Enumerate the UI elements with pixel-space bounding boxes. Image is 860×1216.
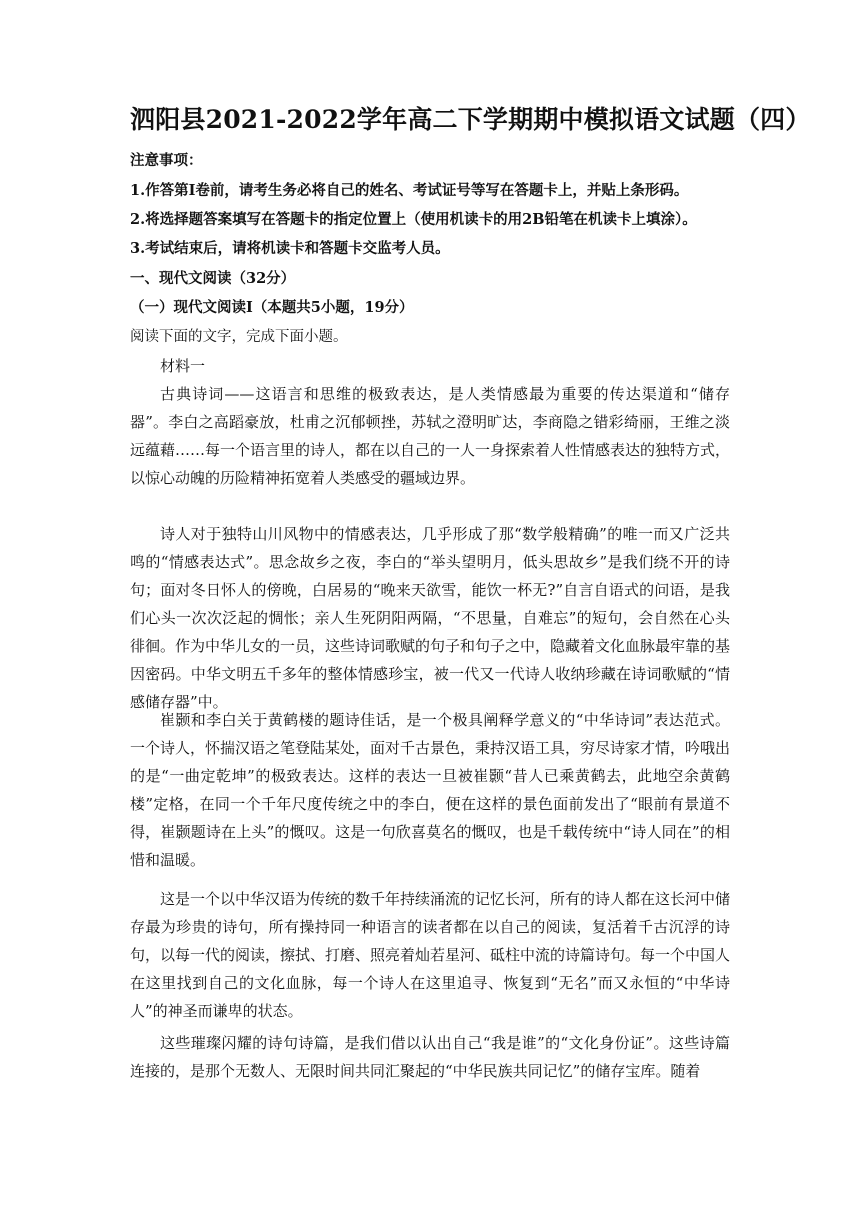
reading-instruction: 阅读下面的文字，完成下面小题。 (130, 329, 348, 345)
notice-item-3: 3.考试结束后，请将机读卡和答题卡交监考人员。 (130, 240, 450, 257)
notice-item-2: 2.将选择题答案填写在答题卡的指定位置上（使用机读卡的用2B铅笔在机读卡上填涂）。 (130, 211, 697, 228)
material-label: 材料一 (160, 357, 206, 375)
section-heading: 一、现代文阅读（32分） (130, 270, 296, 287)
notice-item-1: 1.作答第Ⅰ卷前，请考生务必将自己的姓名、考试证号等写在答题卡上，并贴上条形码。 (130, 182, 689, 199)
paragraph-2: 诗人对于独特山川风物中的情感表达，几乎形成了那“数学般精确”的唯一而又广泛共鸣的“情感表达式”。思念故乡之夜，李白的“举头望明月，低头思故乡”是我们绕不开的诗句；面对冬日怀人的傍晚，白居易的“晚来天欲雪，能饮一杯无?”自言自语式的问语，是我们心头一次次泛起的惆怅；亲人生死阴阳两隔，“不思量，自难忘”的短句，会自然在心头徘徊。作为中华儿女的一员，这些诗词歌赋的句子和句子之中，隐藏着文化血脉最牢靠的基因密码。中华文明五千多年的整体情感珍宝，被一代又一代诗人收纳珍藏在诗词歌赋的“情感储存器”中。 (130, 525, 731, 711)
paragraph-1: 古典诗词——这语言和思维的极致表达，是人类情感最为重要的传达渠道和“储存器”。李白之高蹈豪放，杜甫之沉郁顿挫，苏轼之澄明旷达，李商隐之错彩绮丽，王维之淡远蕴藉……每一个语言里的诗人，都在以自己的一人一身探索着人性情感表达的独特方式，以惊心动魄的历险精神拓宽着人类感受的疆域边界。 (130, 385, 731, 487)
notice-heading: 注意事项： (130, 152, 203, 169)
paragraph-3: 崔颢和李白关于黄鹤楼的题诗佳话，是一个极具阐释学意义的“中华诗词”表达范式。一个诗人，怀揣汉语之笔登陆某处，面对千古景色，秉持汉语工具，穷尽诗家才情，吟哦出的是“一曲定乾坤”的极致表达。这样的表达一旦被崔颢“昔人已乘黄鹤去，此地空余黄鹤楼”定格，在同一个千年尺度传统之中的李白，便在这样的景色面前发出了“眼前有景道不得，崔颢题诗在上头”的慨叹。这是一句欣喜莫名的慨叹，也是千载传统中“诗人同在”的相惜和温暖。 (130, 711, 731, 869)
paragraph-4: 这是一个以中华汉语为传统的数千年持续涌流的记忆长河，所有的诗人都在这长河中储存最为珍贵的诗句，所有操持同一种语言的读者都在以自己的阅读，复活着千古沉浮的诗句，以每一代的阅读，擦拭、打磨、照亮着灿若星河、砥柱中流的诗篇诗句。每一个中国人在这里找到自己的文化血脉，每一个诗人在这里追寻、恢复到“无名”而又永恒的“中华诗人”的神圣而谦卑的状态。 (130, 890, 731, 1020)
paragraph-5: 这些璀璨闪耀的诗句诗篇，是我们借以认出自己“我是谁”的“文化身份证”。这些诗篇连接的，是那个无数人、无限时间共同汇聚起的“中华民族共同记忆”的储存宝库。随着 (130, 1034, 730, 1080)
document-title: 泗阳县2021-2022学年高二下学期期中模拟语文试题（四） (130, 105, 811, 134)
subsection-heading: （一）现代文阅读Ⅰ（本题共5小题，19分） (130, 299, 414, 316)
